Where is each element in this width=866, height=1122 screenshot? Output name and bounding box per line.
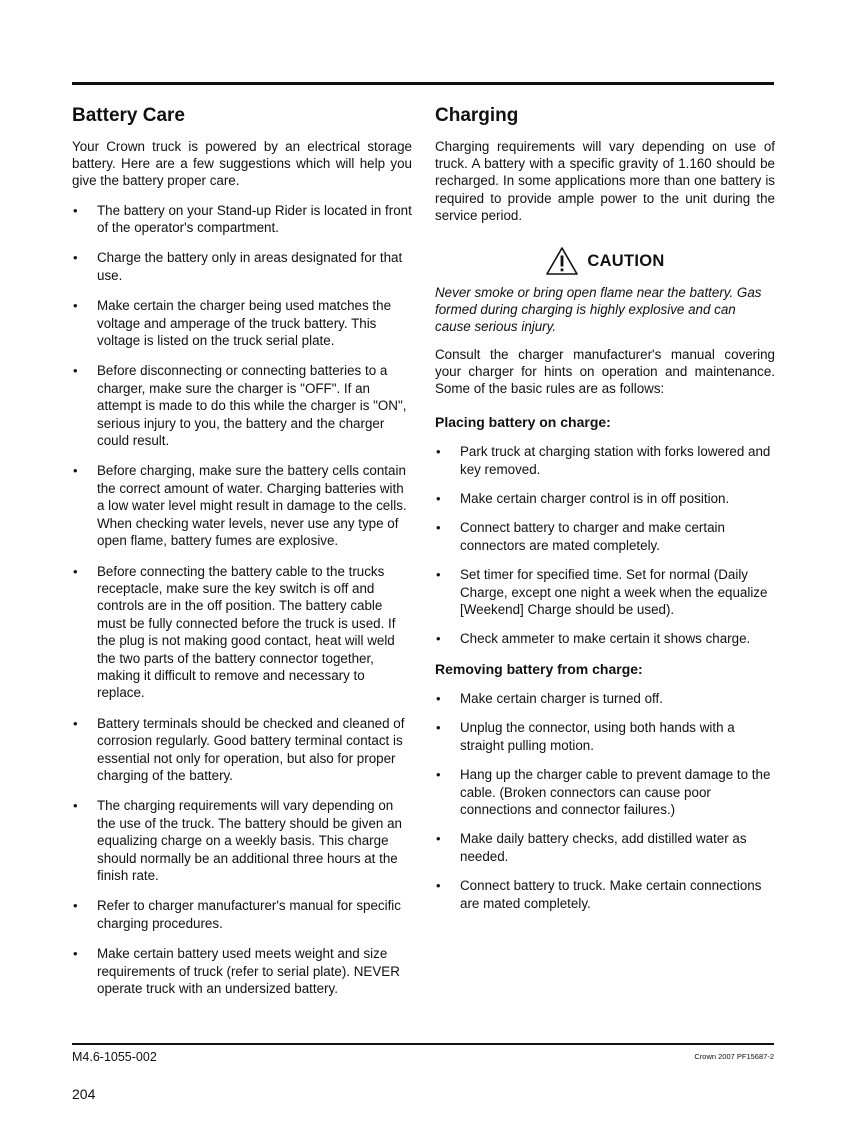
- list-item: • Before disconnecting or connecting batteries to a charger, make sure the charger is "OFF". If an attempt is made to do this while the charger is "ON", serious injury to you, the battery and the charger could result.: [73, 363, 407, 449]
- battery-care-intro: Your Crown truck is powered by an electrical storage battery. Here are a few suggestions which will help you give the battery proper care.: [72, 139, 412, 189]
- placing-heading: Placing battery on charge:: [435, 414, 611, 431]
- battery-care-column: [72, 104, 412, 1010]
- placing-list: [435, 443, 775, 648]
- list-item: • Set timer for specified time. Set for normal (Daily Charge, except one night a week when the equalize [Weekend] Charge should be used).: [436, 567, 768, 618]
- removing-heading: Removing battery from charge:: [435, 660, 643, 677]
- list-item: • Before connecting the battery cable to the trucks receptacle, make sure the key switch is off and controls are in the off position. The battery cable must be fully connected before the truck is used. If the plug is not making good contact, heat will weld the two parts of the battery connector together, making it difficult to remove and necessary to replace.: [73, 563, 396, 701]
- battery-care-list: [72, 202, 412, 998]
- list-item: • Make certain charger is turned off.: [436, 690, 663, 706]
- charging-title: Charging: [435, 105, 519, 126]
- list-item: • The battery on your Stand-up Rider is located in front of the operator's compartment.: [73, 202, 412, 236]
- doc-code: M4.6-1055-002: [72, 1050, 157, 1064]
- consult-text: Consult the charger manufacturer's manual covering your charger for hints on operation and maintenance. Some of the basic rules are as follows:: [435, 346, 775, 397]
- list-item: • Refer to charger manufacturer's manual for specific charging procedures.: [73, 898, 401, 931]
- list-item: • Check ammeter to make certain it shows charge.: [436, 631, 751, 647]
- caution-label: CAUTION: [587, 251, 665, 270]
- list-item: • Before charging, make sure the battery cells contain the correct amount of water. Charging batteries with a low water level might result in damage to the cells. When checking water levels, never use any type of open flame, battery fumes are explosive.: [73, 463, 407, 549]
- page-number: 204: [72, 1086, 96, 1102]
- list-item: • Make certain battery used meets weight and size requirements of truck (refer to serial plate). NEVER operate truck with an undersized battery.: [73, 946, 400, 997]
- list-item: • Make certain the charger being used matches the voltage and amperage of the truck battery. This voltage is listed on the truck serial plate.: [73, 298, 392, 349]
- top-rule: [72, 82, 774, 85]
- warning-triangle-icon: [545, 246, 579, 276]
- charging-column: [435, 104, 775, 924]
- list-item: • Unplug the connector, using both hands with a straight pulling motion.: [436, 720, 735, 753]
- list-item: • Hang up the charger cable to prevent damage to the cable. (Broken connectors can cause poor connections and connector failures.): [436, 767, 771, 817]
- list-item: • Connect battery to truck. Make certain connections are mated completely.: [436, 878, 762, 911]
- list-item: • Battery terminals should be checked and cleaned of corrosion regularly. Good battery terminal contact is essential not only for operation, but also for proper charging of the battery.: [73, 715, 405, 783]
- list-item: • Connect battery to charger and make certain connectors are mated completely.: [436, 520, 725, 553]
- list-item: • Make daily battery checks, add distilled water as needed.: [436, 831, 747, 864]
- list-item: • Park truck at charging station with forks lowered and key removed.: [436, 444, 771, 477]
- charging-intro: Charging requirements will vary depending on use of truck. A battery with a specific gravity of 1.160 should be recharged. In some applications more than one battery is required to provide ample power to the unit during the service period.: [435, 139, 775, 223]
- bottom-rule: [72, 1043, 774, 1045]
- list-item: • Charge the battery only in areas designated for that use.: [73, 250, 403, 283]
- removing-list: [435, 690, 775, 912]
- list-item: • Make certain charger control is in off position.: [436, 491, 730, 507]
- caution-text: Never smoke or bring open flame near the battery. Gas formed during charging is highly explosive and can cause serious injury.: [435, 285, 762, 335]
- list-item: • The charging requirements will vary depending on the use of the truck. The battery should be given an equalizing charge on a weekly basis. This charge should normally be an additional three hours at the finish rate.: [73, 798, 402, 884]
- battery-care-title: Battery Care: [72, 105, 185, 126]
- copyright-text: Crown 2007 PF15687-2: [694, 1052, 774, 1061]
- caution-header: [435, 246, 775, 276]
